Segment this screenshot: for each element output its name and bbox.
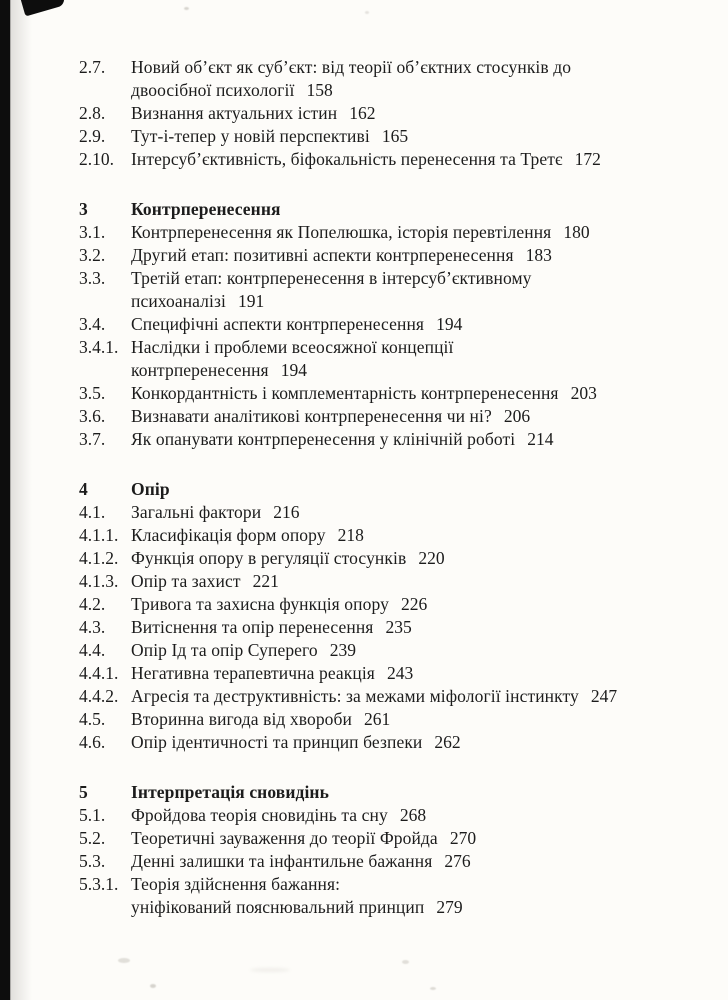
- entry-page-number: 194: [280, 360, 307, 380]
- toc-section-1: [79, 56, 713, 171]
- entry-page-number: 158: [306, 80, 333, 100]
- toc-section-2: [79, 198, 713, 451]
- scan-speck: [250, 968, 290, 972]
- entry-title: психоаналізі: [131, 291, 226, 311]
- entry-page-number: 235: [385, 617, 412, 637]
- entry-title: Визнання актуальних істин: [131, 103, 338, 123]
- scan-corner-artifact: [20, 0, 66, 16]
- section-title: Контрперенесення: [131, 199, 281, 219]
- entry-page-number: 194: [436, 314, 463, 334]
- entry-number: 5.2.: [79, 828, 106, 848]
- toc-entry: [79, 382, 713, 405]
- entry-number: 5.3.1.: [79, 874, 119, 894]
- entry-number: 2.8.: [79, 103, 106, 123]
- entry-number: 4.2.: [79, 594, 106, 614]
- entry-page-number: 191: [237, 291, 265, 311]
- entry-page-number: 214: [527, 429, 554, 449]
- entry-title: Другий етап: позитивні аспекти контрперенесення: [131, 245, 514, 265]
- toc-entry: [79, 850, 713, 873]
- entry-page-number: 180: [563, 222, 590, 242]
- toc-entry: [79, 56, 713, 79]
- entry-title: Теоретичні зауваження до теорії Фройда: [131, 828, 438, 848]
- toc-entry: [79, 405, 713, 428]
- entry-title: Визнавати аналітикові контрперенесення чи ні?: [131, 406, 492, 426]
- toc-entry: [79, 804, 713, 827]
- entry-page-number: 268: [399, 805, 427, 825]
- entry-title: двоосібної психології: [131, 80, 295, 100]
- entry-page-number: 221: [252, 571, 279, 591]
- entry-title: Як опанувати контрперенесення у клінічній роботі: [131, 429, 516, 449]
- scan-speck: [184, 7, 189, 10]
- toc-entry: [79, 662, 713, 685]
- scan-speck: [402, 960, 409, 964]
- entry-number: 3.4.: [79, 314, 106, 334]
- entry-number: 4.1.2.: [79, 548, 119, 568]
- toc-entry: [79, 524, 713, 547]
- entry-number: 3.2.: [79, 245, 106, 265]
- scan-speck: [118, 958, 130, 963]
- entry-number: 4.6.: [79, 732, 106, 752]
- toc-entry: [79, 102, 713, 125]
- scan-spine-edge: [0, 0, 10, 1000]
- toc-section-3: [79, 478, 713, 754]
- entry-page-number: 270: [449, 828, 477, 848]
- toc-entry: [79, 148, 713, 171]
- entry-page-number: 279: [436, 897, 463, 917]
- entry-page-number: 172: [574, 149, 601, 169]
- entry-number: 4.4.1.: [79, 663, 119, 683]
- entry-page-number: 262: [434, 732, 461, 752]
- toc-section-header: [79, 478, 713, 501]
- entry-page-number: 216: [273, 502, 300, 522]
- entry-title: Опір Ід та опір Суперего: [131, 640, 318, 660]
- toc-entry: [79, 336, 713, 359]
- entry-number: 2.9.: [79, 126, 106, 146]
- entry-number: 3.1.: [79, 222, 106, 242]
- entry-page-number: 162: [349, 103, 376, 123]
- entry-title: Загальні фактори: [131, 502, 262, 522]
- entry-title: Негативна терапевтична реакція: [131, 663, 375, 683]
- entry-page-number: 206: [503, 406, 531, 426]
- scan-speck: [430, 987, 436, 990]
- entry-page-number: 243: [386, 663, 414, 683]
- toc-entry: [79, 827, 713, 850]
- toc-entry: [79, 125, 713, 148]
- toc-entry-continuation: [79, 896, 713, 919]
- toc-entry: [79, 244, 713, 267]
- entry-number: 4.1.1.: [79, 525, 119, 545]
- toc-entry: [79, 570, 713, 593]
- entry-number: 5.3.: [79, 851, 106, 871]
- entry-title: Класифікація форм опору: [131, 525, 326, 545]
- entry-page-number: 220: [418, 548, 445, 568]
- entry-title: Функція опору в регуляції стосунків: [131, 548, 407, 568]
- toc-entry-continuation: [79, 359, 713, 382]
- entry-number: 2.7.: [79, 57, 106, 77]
- entry-number: 4.1.3.: [79, 571, 119, 591]
- toc-entry: [79, 685, 713, 708]
- entry-title: Конкордантність і комплементарність контрперенесення: [131, 383, 559, 403]
- entry-title: Інтерсуб’єктивність, біфокальність перенесення та Третє: [131, 149, 563, 169]
- entry-title: Агресія та деструктивність: за межами міфології інстинкту: [131, 686, 579, 706]
- entry-title: Третій етап: контрперенесення в інтерсуб’єктивному: [131, 268, 532, 288]
- toc-section-header: [79, 781, 713, 804]
- entry-title: Новий об’єкт як суб’єкт: від теорії об’єктних стосунків до: [131, 57, 572, 77]
- entry-number: 3.5.: [79, 383, 106, 403]
- entry-title: Теорія здійснення бажання:: [131, 874, 341, 894]
- entry-number: 4.4.: [79, 640, 106, 660]
- toc-entry: [79, 547, 713, 570]
- entry-page-number: 226: [400, 594, 428, 614]
- toc-entry: [79, 639, 713, 662]
- scan-speck: [150, 984, 156, 988]
- entry-number: 5.1.: [79, 805, 106, 825]
- entry-title: уніфікований пояснювальний принцип: [131, 897, 425, 917]
- toc-entry: [79, 616, 713, 639]
- entry-number: 4.3.: [79, 617, 106, 637]
- entry-title: Тривога та захисна функція опору: [131, 594, 389, 614]
- entry-page-number: 247: [590, 686, 618, 706]
- entry-title: Наслідки і проблеми всеосяжної концепції: [131, 337, 454, 357]
- entry-number: 4.4.2.: [79, 686, 119, 706]
- entry-title: Тут-і-тепер у новій перспективі: [131, 126, 370, 146]
- scan-speck: [365, 11, 369, 14]
- toc-entry: [79, 313, 713, 336]
- entry-title: Опір ідентичності та принцип безпеки: [131, 732, 423, 752]
- toc-section-header: [79, 198, 713, 221]
- toc-entry-continuation: [79, 79, 713, 102]
- section-title: Інтерпретація сновидінь: [131, 782, 329, 802]
- toc-entry: [79, 593, 713, 616]
- entry-page-number: 218: [337, 525, 364, 545]
- entry-title: Специфічні аспекти контрперенесення: [131, 314, 425, 334]
- entry-page-number: 183: [525, 245, 552, 265]
- toc-entry: [79, 221, 713, 244]
- toc-entry-continuation: [79, 290, 713, 313]
- toc-entry: [79, 501, 713, 524]
- entry-number: 3.3.: [79, 268, 106, 288]
- entry-title: Контрперенесення як Попелюшка, історія перевтілення: [131, 222, 552, 242]
- entry-number: 3.6.: [79, 406, 106, 426]
- section-number: 5: [79, 782, 88, 802]
- toc-entry: [79, 708, 713, 731]
- table-of-contents: [79, 56, 713, 919]
- section-number: 3: [79, 199, 88, 219]
- toc-entry: [79, 873, 713, 896]
- entry-number: 2.10.: [79, 149, 114, 169]
- entry-title: Вторинна вигода від хвороби: [131, 709, 353, 729]
- scan-spine-shadow: [10, 0, 32, 1000]
- entry-title: Опір та захист: [131, 571, 241, 591]
- entry-number: 3.7.: [79, 429, 106, 449]
- entry-number: 3.4.1.: [79, 337, 119, 357]
- toc-entry: [79, 428, 713, 451]
- entry-page-number: 239: [329, 640, 356, 660]
- section-number: 4: [79, 479, 88, 499]
- entry-title: Денні залишки та інфантильне бажання: [131, 851, 433, 871]
- section-title: Опір: [131, 479, 170, 499]
- entry-page-number: 203: [570, 383, 597, 403]
- toc-section-4: [79, 781, 713, 919]
- entry-title: Витіснення та опір перенесення: [131, 617, 374, 637]
- entry-page-number: 261: [364, 709, 391, 729]
- entry-number: 4.5.: [79, 709, 106, 729]
- entry-number: 4.1.: [79, 502, 106, 522]
- toc-entry: [79, 267, 713, 290]
- entry-page-number: 165: [381, 126, 409, 146]
- entry-title: Фройдова теорія сновидінь та сну: [131, 805, 388, 825]
- entry-title: контрперенесення: [131, 360, 269, 380]
- toc-entry: [79, 731, 713, 754]
- entry-page-number: 276: [444, 851, 471, 871]
